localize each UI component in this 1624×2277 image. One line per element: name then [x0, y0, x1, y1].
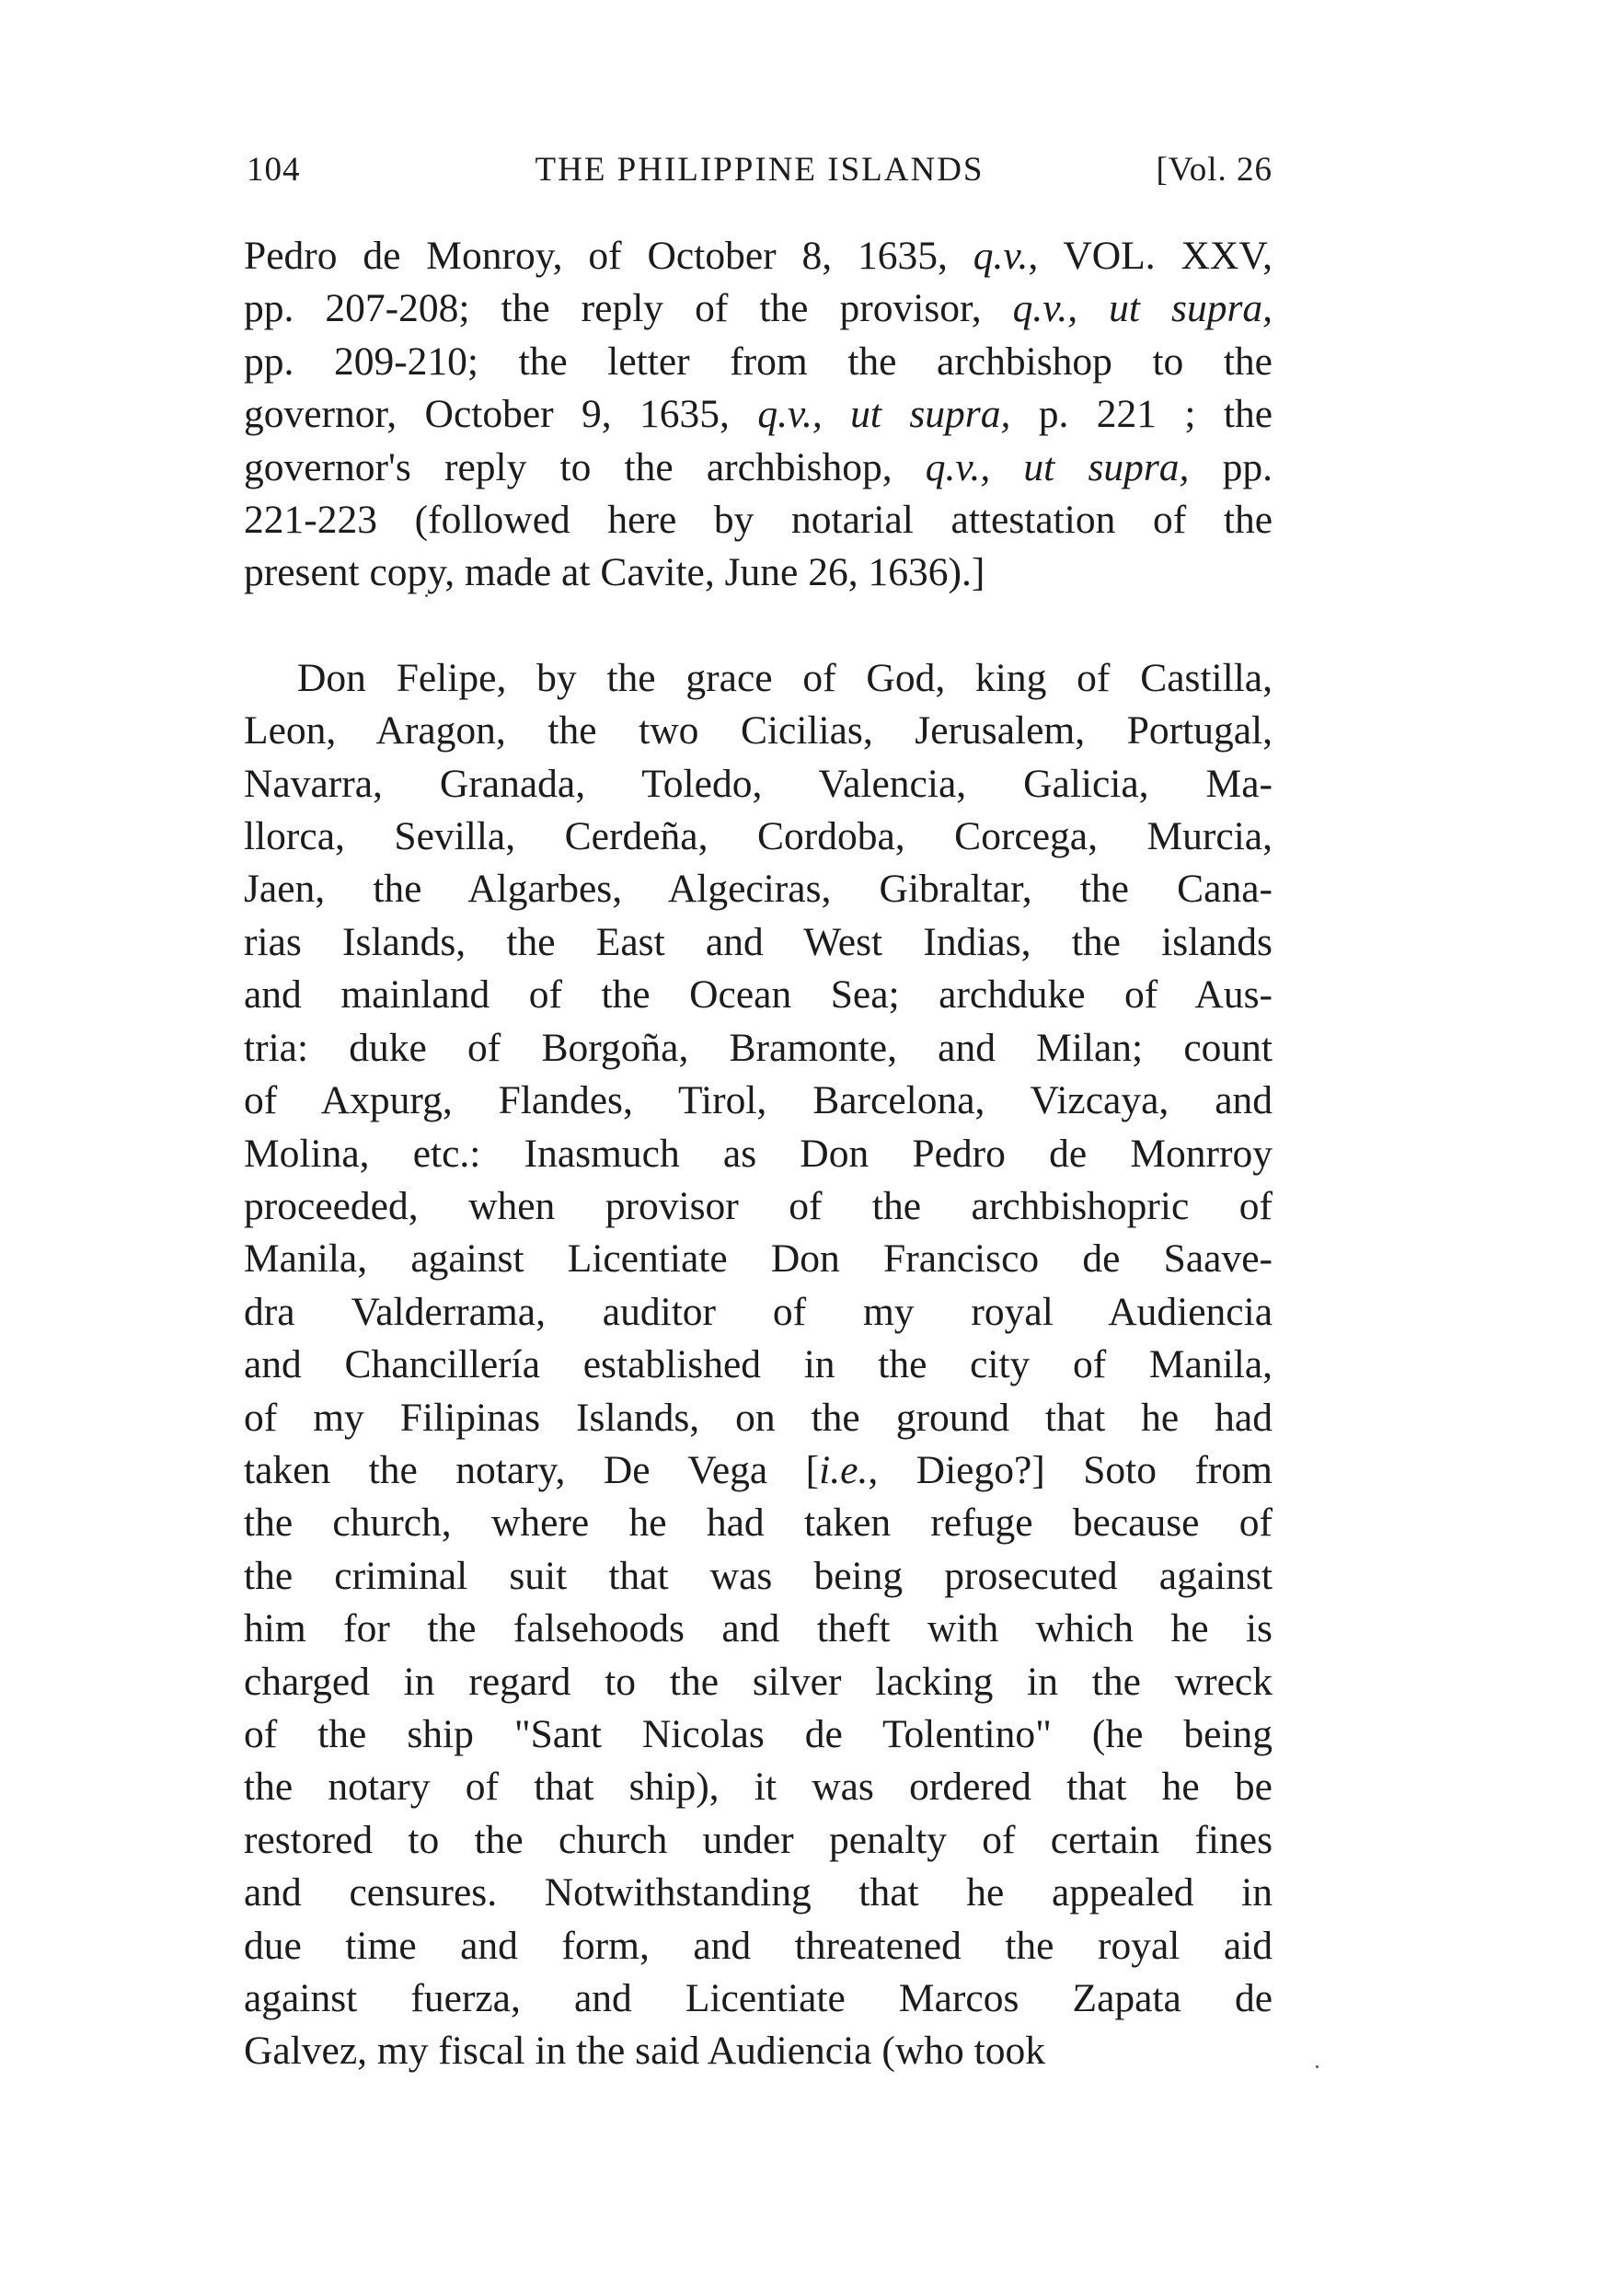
text-run: present copy, made at Cavite, June 26, 1636).]: [244, 550, 985, 595]
text-run: 221-223 (followed here by notarial attestation of the: [244, 498, 1273, 543]
text-run: , VOL. XXV,: [1028, 234, 1273, 278]
text-line: and mainland of the Ocean Sea; archduke of Aus-: [244, 972, 1273, 1018]
page-body: [244, 230, 1273, 2078]
running-title: THE PHILIPPINE ISLANDS: [535, 151, 985, 189]
text-line: charged in regard to the silver lacking in the wreck: [244, 1659, 1273, 1704]
text-line: Don Felipe, by the grace of God, king of Castilla,: [297, 655, 1273, 700]
text-run: taken the notary, De Vega [: [244, 1447, 820, 1492]
text-line: [244, 336, 1273, 388]
text-line: [244, 1444, 1273, 1497]
intro-paragraph: [244, 230, 1273, 600]
text-run: , Diego?] Soto from: [868, 1447, 1273, 1492]
text-line: Navarra, Granada, Toledo, Valencia, Galicia, Ma-: [244, 761, 1273, 806]
text-line: Galvez, my fiscal in the said Audiencia (who took: [244, 2029, 1045, 2074]
italic-citation: q.v.: [973, 234, 1029, 278]
text-line: against fuerza, and Licentiate Marcos Zapata de: [244, 1976, 1273, 2020]
text-run: governor's reply to the archbishop,: [244, 444, 926, 489]
text-line: due time and form, and threatened the royal aid: [244, 1923, 1273, 1968]
italic-citation: q.v., ut supra,: [757, 392, 1011, 437]
text-line: and Chancillería established in the city of Manila,: [244, 1342, 1273, 1387]
text-run: p. 221 ; the: [1010, 392, 1273, 437]
text-line: dra Valderrama, auditor of my royal Audiencia: [244, 1289, 1273, 1334]
text-line: of my Filipinas Islands, on the ground that he had: [244, 1395, 1273, 1440]
text-line: Manila, against Licentiate Don Francisco de Saave-: [244, 1236, 1273, 1282]
page-number: 104: [247, 151, 301, 189]
text-line: llorca, Sevilla, Cerdeña, Cordoba, Corcega, Murcia,: [244, 814, 1273, 859]
text-line: tria: duke of Borgoña, Bramonte, and Milan; count: [244, 1025, 1273, 1070]
text-line: Molina, etc.: Inasmuch as Don Pedro de Monrroy: [244, 1131, 1273, 1176]
text-line: him for the falsehoods and theft with which he is: [244, 1606, 1273, 1651]
text-line: the notary of that ship), it was ordered that he be: [244, 1765, 1273, 1810]
text-line: [244, 546, 1273, 599]
text-line: Jaen, the Algarbes, Algeciras, Gibraltar, the Cana-: [244, 867, 1273, 912]
text-line: [244, 388, 1273, 441]
speck-mark: [425, 594, 428, 597]
text-line: [244, 230, 1273, 282]
text-run: pp. 207-208; the reply of the provisor,: [244, 286, 1013, 331]
speck-mark: [1316, 2065, 1319, 2068]
text-line: [244, 494, 1273, 546]
page-header: [247, 150, 1273, 198]
text-line: Leon, Aragon, the two Cicilias, Jerusalem, Portugal,: [244, 708, 1273, 753]
text-line: restored to the church under penalty of certain fines: [244, 1817, 1273, 1862]
text-line: rias Islands, the East and West Indias, the islands: [244, 919, 1273, 964]
text-run: pp.: [1189, 444, 1273, 489]
text-line: the church, where he had taken refuge because of: [244, 1501, 1273, 1546]
main-paragraph: [244, 652, 1273, 2078]
text-line: [244, 442, 1273, 494]
italic-citation: q.v., ut supra,: [925, 444, 1190, 489]
text-line: and censures. Notwithstanding that he appealed in: [244, 1870, 1273, 1915]
italic-citation: q.v., ut supra,: [1012, 286, 1273, 331]
text-run: Pedro de Monroy, of October 8, 1635,: [244, 234, 973, 278]
text-run: pp. 209-210; the letter from the archbishop to the: [244, 339, 1273, 384]
text-line: proceeded, when provisor of the archbishopric of: [244, 1183, 1273, 1228]
text-line: of the ship "Sant Nicolas de Tolentino" (he being: [244, 1711, 1273, 1756]
text-line: [244, 282, 1273, 335]
italic-citation: i.e.: [819, 1447, 869, 1492]
text-line: the criminal suit that was being prosecuted against: [244, 1553, 1273, 1598]
text-line: of Axpurg, Flandes, Tirol, Barcelona, Vizcaya, and: [244, 1078, 1273, 1123]
volume-label: [Vol. 26: [1156, 151, 1273, 189]
text-run: governor, October 9, 1635,: [244, 392, 758, 437]
